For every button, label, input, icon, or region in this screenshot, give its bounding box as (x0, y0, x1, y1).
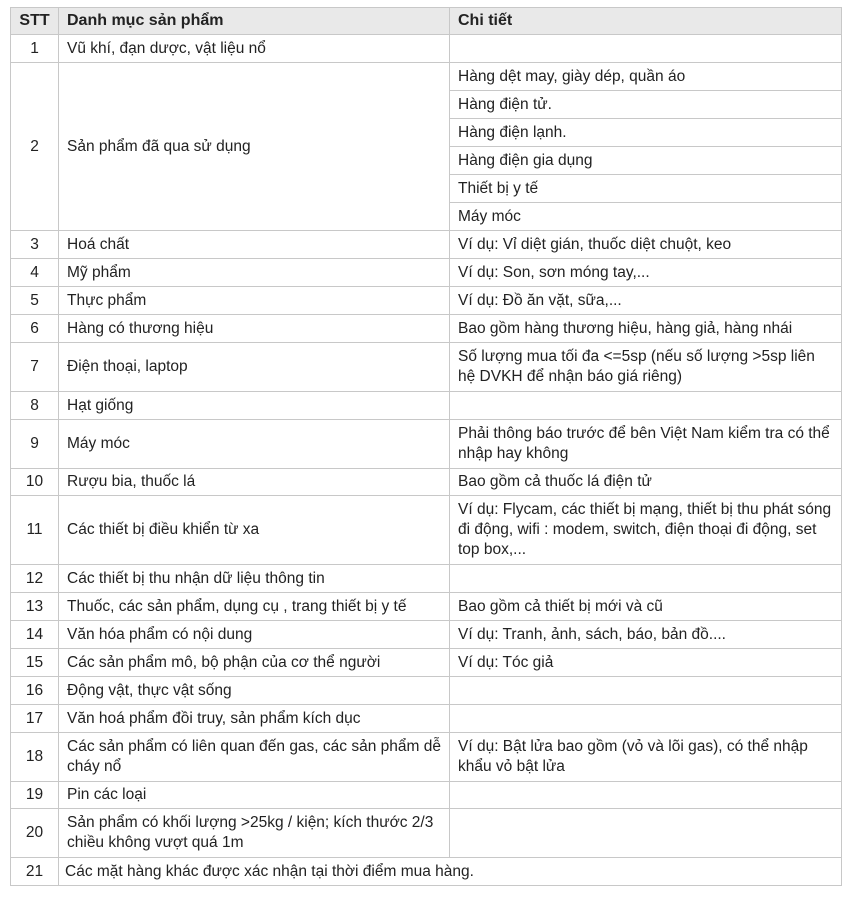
row-category: Thuốc, các sản phẩm, dụng cụ , trang thiết bị y tế (59, 593, 450, 621)
row-category: Vũ khí, đạn dược, vật liệu nổ (59, 35, 450, 63)
row-detail (450, 782, 842, 809)
row-category: Máy móc (59, 420, 450, 469)
row-category: Điện thoại, laptop (59, 343, 450, 392)
table-row (11, 858, 842, 886)
table-row (11, 420, 842, 469)
row-stt: 7 (11, 343, 59, 392)
row-category: Mỹ phẩm (59, 259, 450, 287)
table-row (11, 705, 842, 733)
table-row (11, 63, 842, 91)
row-stt: 20 (11, 809, 59, 858)
table-row (11, 469, 842, 496)
row-stt: 19 (11, 782, 59, 809)
row-detail: Bao gồm cả thiết bị mới và cũ (450, 593, 842, 621)
table-row (11, 677, 842, 705)
row-stt: 15 (11, 649, 59, 677)
table-row (11, 733, 842, 782)
row-detail: Hàng điện lạnh. (450, 119, 842, 147)
row-category: Hạt giống (59, 392, 450, 420)
row-stt: 4 (11, 259, 59, 287)
row-detail (450, 565, 842, 593)
table-row (11, 496, 842, 565)
row-category: Động vật, thực vật sống (59, 677, 450, 705)
table-row (11, 315, 842, 343)
row-category: Rượu bia, thuốc lá (59, 469, 450, 496)
row-detail: Hàng dệt may, giày dép, quần áo (450, 63, 842, 91)
table-row (11, 621, 842, 649)
row-detail: Máy móc (450, 203, 842, 231)
row-detail: Ví dụ: Bật lửa bao gồm (vỏ và lõi gas), có thể nhập khẩu vỏ bật lửa (450, 733, 842, 782)
row-category: Các thiết bị điều khiển từ xa (59, 496, 450, 565)
row-stt: 12 (11, 565, 59, 593)
row-category: Hoá chất (59, 231, 450, 259)
row-detail (450, 35, 842, 63)
row-detail: Ví dụ: Flycam, các thiết bị mạng, thiết bị thu phát sóng đi động, wifi : modem, switch, điện thoại đi động, set top box,... (450, 496, 842, 565)
product-table (10, 7, 842, 886)
row-detail (450, 677, 842, 705)
row-detail: Thiết bị y tế (450, 175, 842, 203)
row-category: Hàng có thương hiệu (59, 315, 450, 343)
row-category: Văn hóa phẩm có nội dung (59, 621, 450, 649)
row-category: Các mặt hàng khác được xác nhận tại thời điểm mua hàng. (59, 858, 842, 886)
row-stt: 9 (11, 420, 59, 469)
header-stt: STT (11, 8, 59, 35)
row-stt: 16 (11, 677, 59, 705)
row-category: Pin các loại (59, 782, 450, 809)
row-stt: 17 (11, 705, 59, 733)
table-row (11, 343, 842, 392)
row-category: Các sản phẩm có liên quan đến gas, các sản phẩm dễ cháy nổ (59, 733, 450, 782)
row-category: Sản phẩm đã qua sử dụng (59, 63, 450, 231)
row-detail: Ví dụ: Tóc giả (450, 649, 842, 677)
table-row (11, 782, 842, 809)
row-stt: 21 (11, 858, 59, 886)
row-stt: 6 (11, 315, 59, 343)
table-row (11, 809, 842, 858)
table-row (11, 649, 842, 677)
row-stt: 14 (11, 621, 59, 649)
row-stt: 13 (11, 593, 59, 621)
header-detail: Chi tiết (450, 8, 842, 35)
row-stt: 10 (11, 469, 59, 496)
row-detail: Hàng điện gia dụng (450, 147, 842, 175)
row-detail: Hàng điện tử. (450, 91, 842, 119)
row-category: Sản phẩm có khối lượng >25kg / kiện; kích thước 2/3 chiều không vượt quá 1m (59, 809, 450, 858)
row-category: Các thiết bị thu nhận dữ liệu thông tin (59, 565, 450, 593)
table-row (11, 259, 842, 287)
row-category: Các sản phẩm mô, bộ phận của cơ thể người (59, 649, 450, 677)
table-row (11, 35, 842, 63)
row-detail: Ví dụ: Tranh, ảnh, sách, báo, bản đồ.... (450, 621, 842, 649)
row-stt: 3 (11, 231, 59, 259)
row-stt: 8 (11, 392, 59, 420)
header-category: Danh mục sản phẩm (59, 8, 450, 35)
row-detail: Ví dụ: Vỉ diệt gián, thuốc diệt chuột, keo (450, 231, 842, 259)
row-detail: Phải thông báo trước để bên Việt Nam kiểm tra có thể nhập hay không (450, 420, 842, 469)
row-detail: Bao gồm cả thuốc lá điện tử (450, 469, 842, 496)
table-row (11, 593, 842, 621)
table-row (11, 231, 842, 259)
header-row (11, 8, 842, 35)
row-stt: 11 (11, 496, 59, 565)
row-stt: 18 (11, 733, 59, 782)
row-category: Văn hoá phẩm đồi truy, sản phẩm kích dục (59, 705, 450, 733)
row-detail: Ví dụ: Son, sơn móng tay,... (450, 259, 842, 287)
row-stt: 1 (11, 35, 59, 63)
table-row (11, 565, 842, 593)
row-detail (450, 392, 842, 420)
row-stt: 5 (11, 287, 59, 315)
row-detail: Số lượng mua tối đa <=5sp (nếu số lượng >5sp liên hệ DVKH để nhận báo giá riêng) (450, 343, 842, 392)
table-row (11, 287, 842, 315)
row-stt: 2 (11, 63, 59, 231)
row-detail: Bao gồm hàng thương hiệu, hàng giả, hàng nhái (450, 315, 842, 343)
row-detail (450, 705, 842, 733)
row-detail (450, 809, 842, 858)
row-category: Thực phẩm (59, 287, 450, 315)
row-detail: Ví dụ: Đồ ăn vặt, sữa,... (450, 287, 842, 315)
table-row (11, 392, 842, 420)
